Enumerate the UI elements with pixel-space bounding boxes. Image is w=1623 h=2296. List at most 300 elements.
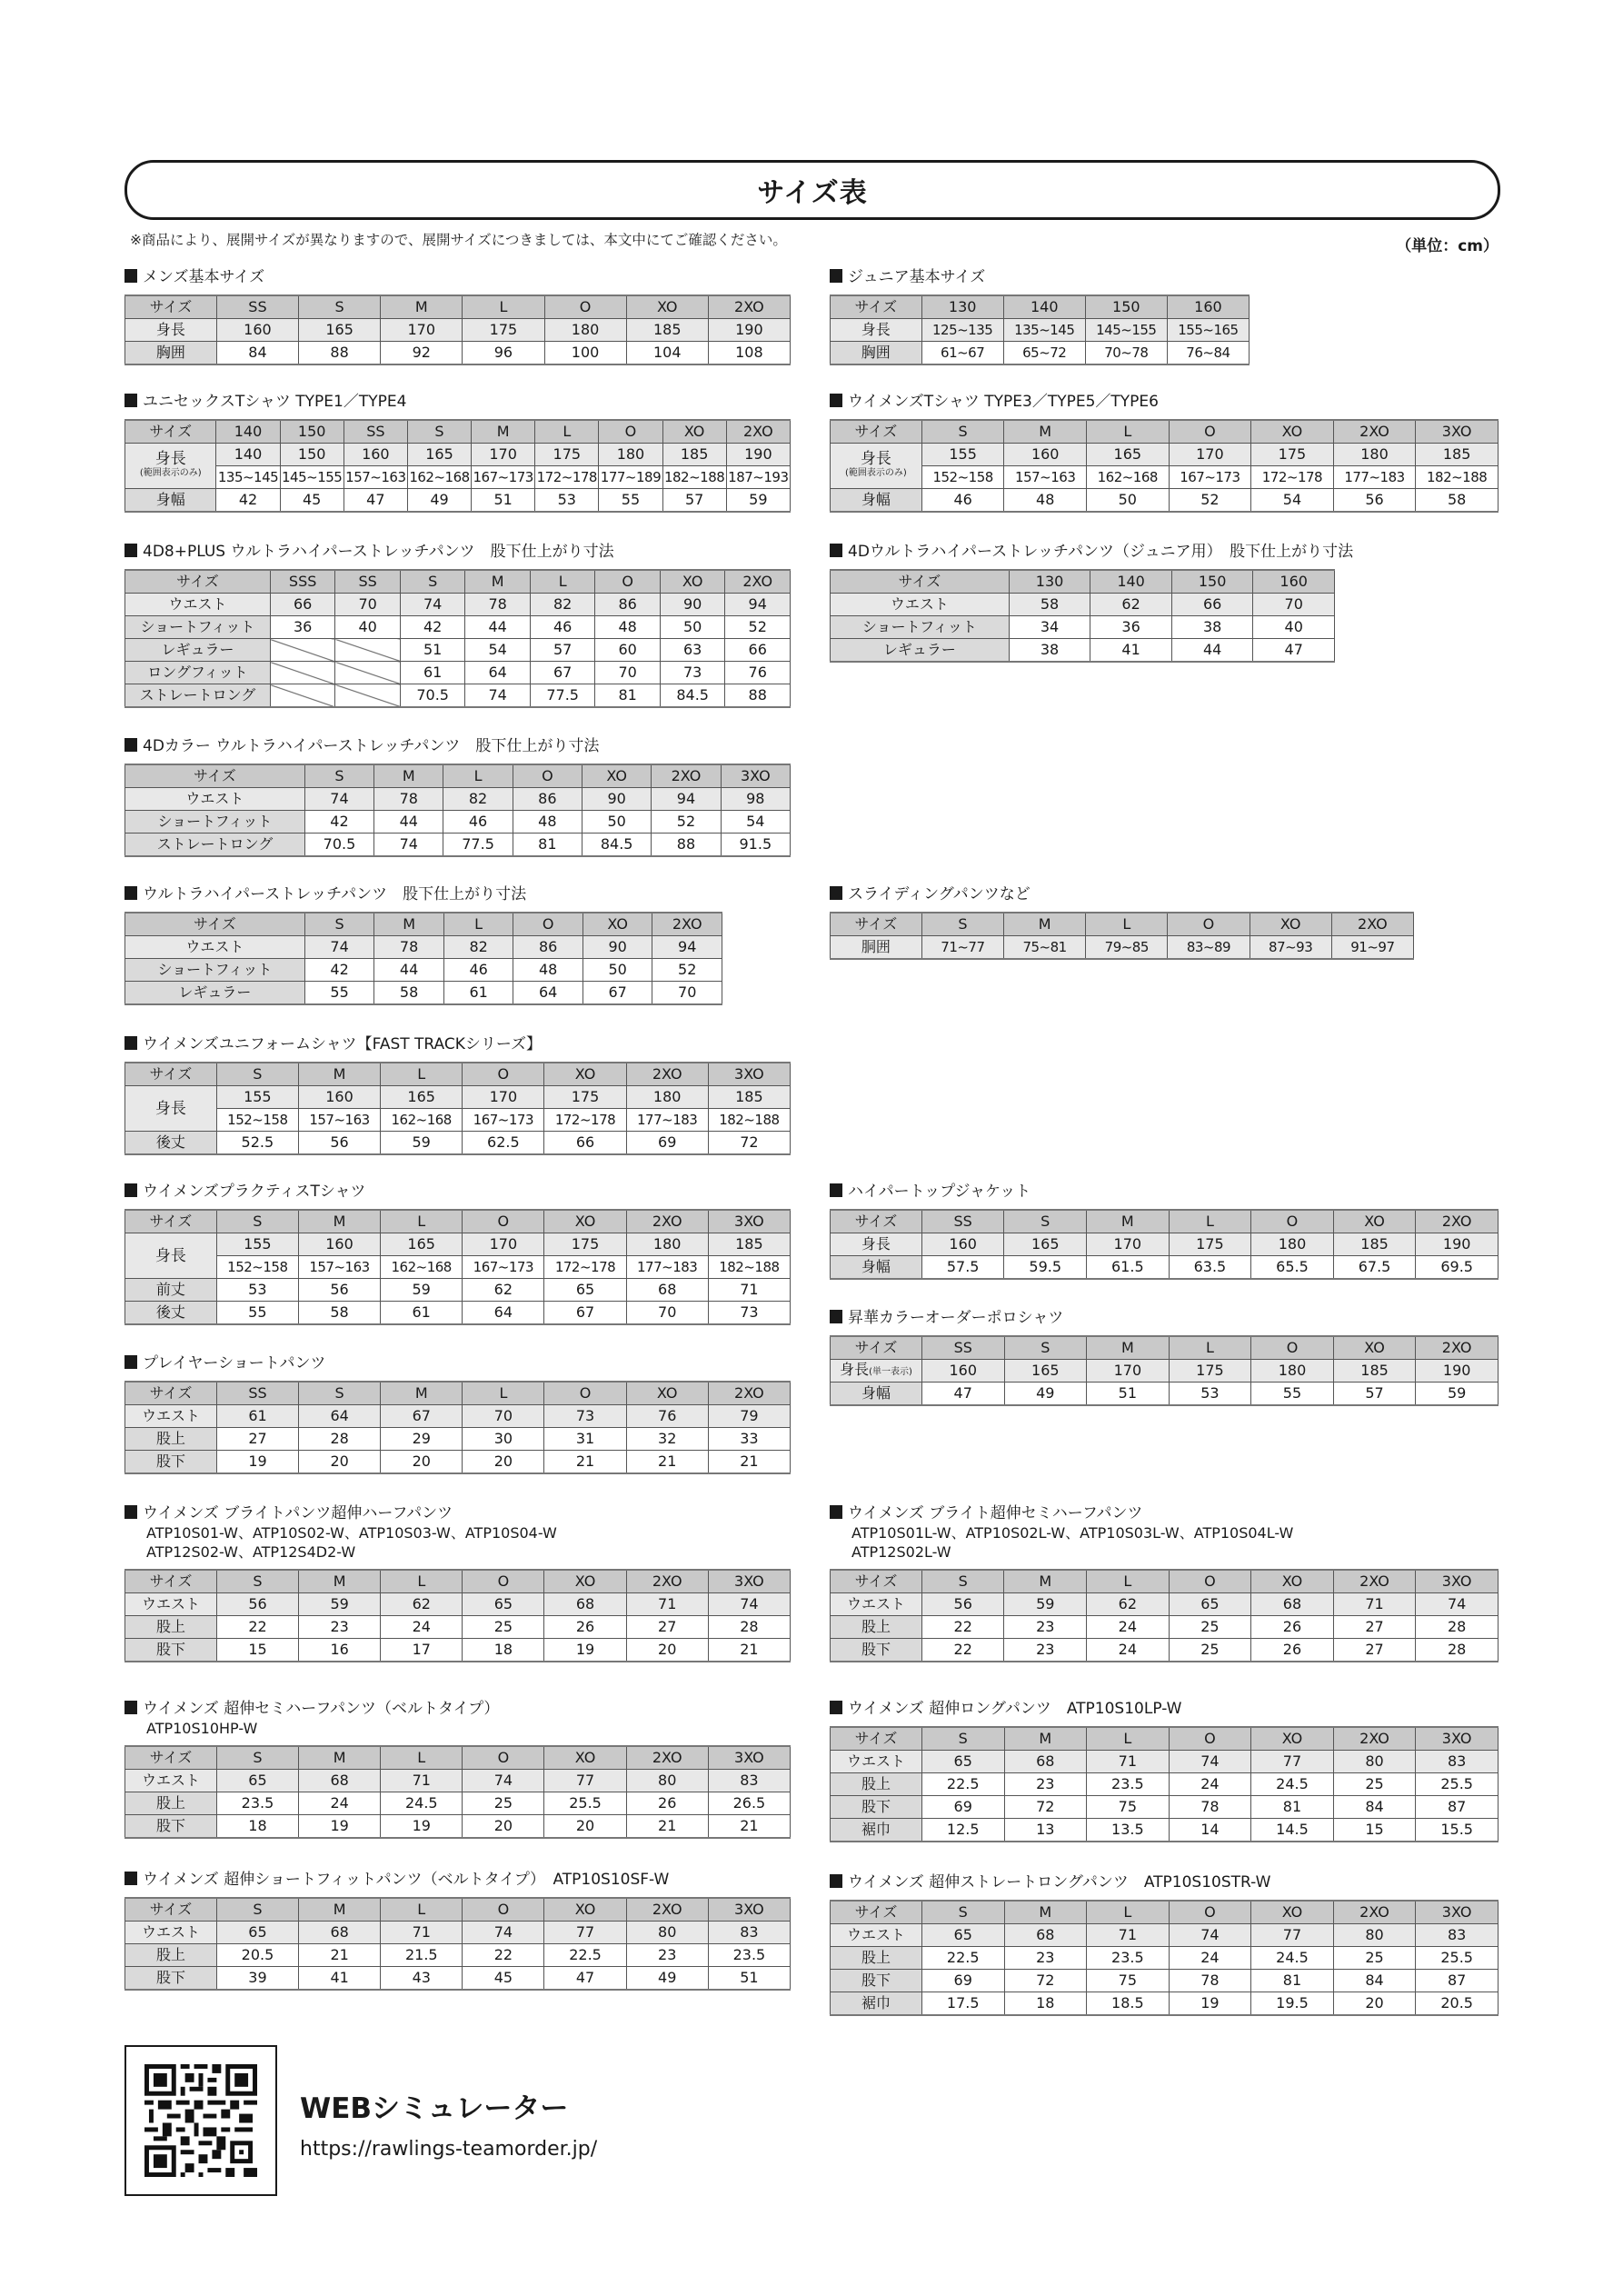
table-cell: 21	[708, 1451, 790, 1474]
size-header-cell: O	[463, 1746, 544, 1770]
table-cell: 145~155	[1085, 319, 1167, 342]
table-cell: 74	[465, 684, 530, 708]
table-cell: 73	[660, 662, 725, 684]
row-label: 股下	[831, 1796, 922, 1819]
section-heading-text: ウイメンズ ブライトパンツ超伸ハーフパンツ	[143, 1504, 453, 1522]
table-row	[831, 342, 1250, 365]
table-row	[125, 662, 791, 684]
table-cell: 26.5	[708, 1792, 790, 1815]
size-header-cell: O	[595, 570, 660, 594]
size-header-cell: S	[216, 1898, 298, 1922]
table-cell: 91.5	[721, 834, 790, 857]
table-row	[831, 1360, 1499, 1383]
table-cell: 20	[544, 1815, 626, 1839]
row-label: ショートフィット	[125, 959, 305, 982]
row-label-height	[125, 1086, 217, 1132]
table-cell: 69	[921, 1970, 1004, 1992]
row-label: ショートフィット	[125, 811, 305, 834]
table-header-row	[831, 1210, 1499, 1233]
table-cell: 63	[660, 639, 725, 662]
table-header-row	[831, 570, 1335, 594]
row-label: 身長	[125, 319, 217, 342]
table-cell: 68	[544, 1593, 626, 1616]
table-cell: 65	[921, 1924, 1004, 1947]
size-table	[124, 294, 791, 365]
size-header-cell: 2XO	[1333, 1901, 1416, 1924]
table-cell: 21	[299, 1944, 381, 1967]
table-cell: 180	[544, 319, 626, 342]
square-bullet-icon	[830, 1505, 842, 1519]
table-header-row	[831, 1570, 1499, 1593]
table-cell: 82	[443, 936, 513, 959]
table-cell: 52	[652, 811, 721, 834]
table-cell: 79~85	[1086, 936, 1168, 960]
size-header-cell: L	[530, 570, 595, 594]
table-cell: 167~173	[463, 1109, 544, 1132]
height-label: 身長	[840, 1360, 870, 1378]
table-cell: 83	[708, 1770, 790, 1792]
table-row	[125, 1279, 791, 1302]
table-cell: 12.5	[921, 1819, 1004, 1842]
table-cell: 172~178	[544, 1109, 626, 1132]
section-heading	[830, 1182, 1499, 1202]
table-cell: 46	[530, 616, 595, 639]
table-row	[831, 1819, 1499, 1842]
size-table	[830, 419, 1499, 513]
table-cell: 47	[544, 1967, 626, 1991]
size-column-header: サイズ	[831, 1570, 922, 1593]
table-cell: 33	[708, 1428, 790, 1451]
table-header-row	[831, 295, 1250, 319]
size-header-cell: S	[1004, 1336, 1087, 1360]
table-cell: 48	[1004, 489, 1087, 513]
table-cell: 182~188	[662, 466, 726, 489]
size-header-cell: XO	[1251, 1727, 1334, 1751]
table-cell: 62	[463, 1279, 544, 1302]
table-cell: 26	[544, 1616, 626, 1639]
size-header-cell: XO	[660, 570, 725, 594]
section-heading-text: ウルトラハイパーストレッチパンツ 股下仕上がり寸法	[143, 885, 527, 903]
table-cell: 59	[381, 1132, 463, 1155]
table-cell: 135~145	[1003, 319, 1085, 342]
row-label: 胸囲	[125, 342, 217, 365]
row-label: 股上	[831, 1773, 922, 1796]
size-header-cell: 140	[1003, 295, 1085, 319]
table-cell: 65	[216, 1770, 298, 1792]
square-bullet-icon	[124, 394, 137, 407]
table-cell: 28	[1416, 1616, 1499, 1639]
section-unisex-t	[124, 392, 791, 513]
size-header-cell: S	[921, 1570, 1004, 1593]
table-cell: 52	[725, 616, 791, 639]
table-cell: 30	[463, 1428, 544, 1451]
table-header-row	[125, 295, 791, 319]
table-cell: 84.5	[660, 684, 725, 708]
table-cell: 182~188	[708, 1109, 790, 1132]
size-header-cell: L	[463, 1382, 544, 1405]
size-header-cell: XO	[1251, 1570, 1334, 1593]
table-cell: 24	[1169, 1773, 1251, 1796]
table-row	[831, 1992, 1499, 2016]
table-cell: 78	[1169, 1796, 1251, 1819]
table-cell: 190	[1416, 1233, 1499, 1256]
size-header-cell: XO	[626, 1382, 708, 1405]
row-label: 股下	[125, 1815, 217, 1839]
table-cell: 172~178	[535, 466, 599, 489]
table-cell: 82	[530, 594, 595, 616]
row-label: ウエスト	[831, 1924, 922, 1947]
table-cell: 88	[725, 684, 791, 708]
size-table	[830, 294, 1250, 365]
size-column-header: サイズ	[125, 1382, 217, 1405]
table-cell: 86	[513, 936, 583, 959]
row-label: 股下	[125, 1451, 217, 1474]
table-cell: 83	[1416, 1751, 1499, 1773]
section-heading-text: ウイメンズ 超伸セミハーフパンツ（ベルトタイプ）	[143, 1700, 500, 1718]
table-cell: 48	[513, 811, 582, 834]
table-cell: 49	[626, 1967, 708, 1991]
table-cell: 51	[1087, 1383, 1170, 1406]
table-row	[125, 1616, 791, 1639]
section-heading	[830, 392, 1499, 412]
size-header-cell: S	[1004, 1210, 1087, 1233]
table-cell: 21	[708, 1815, 790, 1839]
table-cell: 64	[299, 1405, 381, 1428]
table-cell: 77.5	[443, 834, 513, 857]
table-cell: 61.5	[1087, 1256, 1170, 1280]
table-header-row	[125, 1746, 791, 1770]
table-cell: 165	[381, 1086, 463, 1109]
square-bullet-icon	[830, 1310, 842, 1323]
table-row	[125, 1593, 791, 1616]
table-cell: 27	[216, 1428, 298, 1451]
table-cell: 49	[1004, 1383, 1087, 1406]
size-header-cell: XO	[662, 420, 726, 444]
table-cell: 71	[626, 1593, 708, 1616]
size-column-header: サイズ	[831, 1210, 922, 1233]
row-label: 股上	[125, 1792, 217, 1815]
height-label: 身長	[154, 1099, 186, 1118]
table-row	[831, 1947, 1499, 1970]
size-header-cell: O	[463, 1570, 544, 1593]
height-note: (単一表示)	[869, 1366, 912, 1377]
size-table	[830, 1335, 1499, 1406]
square-bullet-icon	[830, 1874, 842, 1888]
table-cell: 65.5	[1251, 1256, 1334, 1280]
section-straight-long	[830, 1872, 1499, 2016]
table-cell: 56	[216, 1593, 298, 1616]
size-column-header: サイズ	[831, 570, 1010, 594]
table-cell: 152~158	[216, 1256, 298, 1279]
size-header-cell: 2XO	[708, 295, 790, 319]
table-cell: 70	[1253, 594, 1335, 616]
table-cell: 71	[1087, 1751, 1170, 1773]
size-header-cell: XO	[1250, 913, 1331, 936]
table-cell	[335, 639, 400, 662]
size-table	[124, 764, 791, 857]
size-column-header: サイズ	[125, 913, 305, 936]
row-label: 身幅	[831, 489, 922, 513]
size-header-cell: 2XO	[626, 1063, 708, 1086]
section-heading	[124, 542, 791, 562]
table-cell: 52	[652, 959, 722, 982]
table-cell: 177~183	[1333, 466, 1416, 489]
table-cell: 20	[463, 1815, 544, 1839]
size-header-cell: L	[463, 295, 544, 319]
table-cell: 75~81	[1004, 936, 1086, 960]
table-cell: 19	[216, 1451, 298, 1474]
table-cell: 66	[1171, 594, 1253, 616]
table-cell: 23.5	[1087, 1947, 1170, 1970]
table-cell: 21	[626, 1815, 708, 1839]
table-cell: 52.5	[216, 1132, 298, 1155]
table-cell: 22	[216, 1616, 298, 1639]
table-cell: 190	[726, 444, 790, 466]
table-cell: 52	[1169, 489, 1251, 513]
size-header-cell: L	[381, 1898, 463, 1922]
table-cell: 28	[299, 1428, 381, 1451]
table-row	[125, 444, 791, 466]
table-row	[831, 1796, 1499, 1819]
table-cell: 135~145	[216, 466, 280, 489]
table-row	[831, 1256, 1499, 1280]
table-cell: 58	[298, 1302, 380, 1325]
section-heading	[124, 392, 791, 412]
row-label: 身長	[831, 319, 922, 342]
size-header-cell: M	[1004, 1727, 1087, 1751]
square-bullet-icon	[124, 1036, 137, 1050]
table-cell: 71	[708, 1279, 790, 1302]
table-cell: 94	[652, 788, 721, 811]
size-header-cell: 2XO	[626, 1210, 708, 1233]
table-row	[831, 489, 1499, 513]
table-cell: 84.5	[582, 834, 652, 857]
square-bullet-icon	[830, 1701, 842, 1714]
table-cell: 157~163	[344, 466, 407, 489]
web-simulator-url[interactable]: https://rawlings-teamorder.jp/	[300, 2138, 598, 2161]
table-cell: 25.5	[1416, 1947, 1499, 1970]
table-cell: 56	[298, 1279, 380, 1302]
table-cell: 74	[1169, 1751, 1251, 1773]
table-cell: 61	[216, 1405, 298, 1428]
size-header-cell: XO	[1251, 420, 1334, 444]
table-cell: 61	[381, 1302, 463, 1325]
section-womens-practice	[124, 1182, 791, 1325]
size-column-header: サイズ	[125, 1570, 217, 1593]
size-header-cell: 3XO	[708, 1746, 790, 1770]
size-column-header: サイズ	[125, 764, 305, 788]
size-column-header: サイズ	[125, 1746, 217, 1770]
table-cell: 83	[708, 1922, 790, 1944]
table-cell: 57	[1333, 1383, 1416, 1406]
section-heading-text: プレイヤーショートパンツ	[143, 1354, 326, 1373]
section-heading-text: ユニセックスTシャツ TYPE1／TYPE4	[143, 393, 407, 411]
table-row	[125, 1967, 791, 1991]
size-header-cell: S	[299, 1382, 381, 1405]
model-numbers: ATP12S02-W、ATP12S4D2-W	[146, 1543, 356, 1561]
table-cell: 65	[463, 1593, 544, 1616]
size-header-cell: M	[298, 1063, 380, 1086]
table-row	[125, 639, 791, 662]
table-row	[125, 959, 722, 982]
table-header-row	[831, 420, 1499, 444]
size-table	[124, 1897, 791, 1991]
section-belt-semi-half	[124, 1699, 791, 1839]
size-table	[124, 419, 791, 513]
qr-code[interactable]	[124, 2045, 277, 2196]
table-cell: 180	[626, 1086, 708, 1109]
table-cell: 28	[1416, 1639, 1499, 1662]
table-cell: 162~168	[381, 1256, 463, 1279]
size-header-cell: XO	[544, 1898, 626, 1922]
table-cell: 13.5	[1087, 1819, 1170, 1842]
table-row	[125, 319, 791, 342]
table-cell: 70	[463, 1405, 544, 1428]
table-cell	[270, 662, 335, 684]
table-cell: 68	[1004, 1924, 1087, 1947]
table-cell: 39	[216, 1967, 298, 1991]
table-cell: 185	[1416, 444, 1499, 466]
table-cell: 104	[626, 342, 708, 365]
table-cell: 24	[381, 1616, 463, 1639]
table-cell: 15	[1333, 1819, 1416, 1842]
size-header-cell: O	[1168, 913, 1250, 936]
table-row	[125, 1256, 791, 1279]
table-cell: 70~78	[1085, 342, 1167, 365]
table-cell: 87	[1416, 1970, 1499, 1992]
table-row	[831, 1924, 1499, 1947]
table-cell: 167~173	[472, 466, 535, 489]
table-cell: 20	[626, 1639, 708, 1662]
size-header-cell: O	[544, 295, 626, 319]
table-cell: 22	[921, 1616, 1004, 1639]
table-cell: 80	[1333, 1751, 1416, 1773]
row-label: レギュラー	[125, 982, 305, 1005]
size-header-cell: 140	[216, 420, 280, 444]
table-row	[125, 489, 791, 513]
table-cell: 77	[544, 1770, 626, 1792]
row-label: 股下	[125, 1639, 217, 1662]
table-cell: 42	[216, 489, 280, 513]
square-bullet-icon	[124, 886, 137, 900]
size-header-cell: S	[407, 420, 471, 444]
table-cell: 73	[544, 1405, 626, 1428]
table-cell: 63.5	[1169, 1256, 1251, 1280]
table-row	[125, 788, 791, 811]
table-cell: 23	[1004, 1947, 1087, 1970]
table-cell: 170	[1169, 444, 1251, 466]
size-header-cell: O	[463, 1210, 544, 1233]
table-cell: 26	[1251, 1616, 1334, 1639]
table-cell: 87~93	[1250, 936, 1331, 960]
size-header-cell: 3XO	[1416, 1727, 1499, 1751]
size-header-cell: 2XO	[626, 1898, 708, 1922]
size-header-cell: 160	[1167, 295, 1249, 319]
table-header-row	[125, 1570, 791, 1593]
size-table	[830, 1209, 1499, 1280]
size-header-cell: O	[1251, 1336, 1334, 1360]
row-label: ウエスト	[125, 594, 271, 616]
table-cell: 26	[626, 1792, 708, 1815]
table-cell: 152~158	[921, 466, 1004, 489]
size-header-cell: 150	[280, 420, 344, 444]
table-cell: 68	[626, 1279, 708, 1302]
size-header-cell: 2XO	[708, 1382, 790, 1405]
model-numbers: ATP12S02L-W	[851, 1543, 951, 1561]
table-cell: 68	[299, 1770, 381, 1792]
size-header-cell: 140	[1090, 570, 1172, 594]
size-header-cell: S	[216, 1570, 298, 1593]
table-cell: 72	[1004, 1796, 1087, 1819]
table-cell: 20	[1333, 1992, 1416, 2016]
table-cell: 66	[270, 594, 335, 616]
table-row	[831, 1616, 1499, 1639]
row-label: 股下	[831, 1639, 922, 1662]
size-column-header: サイズ	[831, 420, 922, 444]
table-cell: 94	[652, 936, 722, 959]
table-cell: 162~168	[1087, 466, 1170, 489]
table-row	[831, 616, 1335, 639]
table-cell: 175	[535, 444, 599, 466]
table-cell: 125~135	[921, 319, 1003, 342]
size-header-cell: O	[1169, 1727, 1251, 1751]
table-cell: 77	[544, 1922, 626, 1944]
table-cell: 20.5	[1416, 1992, 1499, 2016]
size-header-cell: 2XO	[626, 1570, 708, 1593]
section-pants-4d8	[124, 542, 791, 708]
row-label: ウエスト	[125, 1593, 217, 1616]
size-header-cell: O	[513, 913, 583, 936]
unit-label: （単位：cm）	[1396, 237, 1499, 255]
section-mens-basic	[124, 267, 791, 365]
table-cell: 44	[1171, 639, 1253, 663]
table-cell: 190	[1416, 1360, 1499, 1383]
table-cell: 56	[298, 1132, 380, 1155]
size-header-cell: SS	[921, 1336, 1004, 1360]
table-cell: 18	[1004, 1992, 1087, 2016]
size-table	[124, 1381, 791, 1474]
row-label-height	[831, 444, 922, 489]
table-cell: 31	[544, 1428, 626, 1451]
table-cell: 55	[1251, 1383, 1334, 1406]
table-cell: 165	[407, 444, 471, 466]
table-cell: 24.5	[381, 1792, 463, 1815]
size-header-cell: 3XO	[721, 764, 790, 788]
table-cell: 92	[381, 342, 463, 365]
table-cell: 72	[1004, 1970, 1087, 1992]
table-cell: 46	[443, 959, 513, 982]
table-cell: 20.5	[216, 1944, 298, 1967]
table-cell: 165	[1087, 444, 1170, 466]
table-cell: 20	[299, 1451, 381, 1474]
table-cell: 32	[626, 1428, 708, 1451]
table-cell: 59	[1004, 1593, 1087, 1616]
table-row	[125, 1922, 791, 1944]
section-heading-text: ウイメンズ 超伸ショートフィットパンツ（ベルトタイプ） ATP10S10SF-W	[143, 1871, 670, 1889]
size-column-header: サイズ	[831, 1901, 922, 1924]
table-cell: 155	[921, 444, 1004, 466]
table-header-row	[831, 1727, 1499, 1751]
size-header-cell: M	[465, 570, 530, 594]
table-cell: 145~155	[280, 466, 344, 489]
size-table	[830, 1900, 1499, 2016]
table-cell: 108	[708, 342, 790, 365]
model-numbers: ATP10S01-W、ATP10S02-W、ATP10S03-W、ATP10S04-W	[146, 1524, 557, 1542]
table-cell: 59	[299, 1593, 381, 1616]
size-header-cell: O	[1251, 1210, 1334, 1233]
square-bullet-icon	[124, 1505, 137, 1519]
table-header-row	[125, 913, 722, 936]
